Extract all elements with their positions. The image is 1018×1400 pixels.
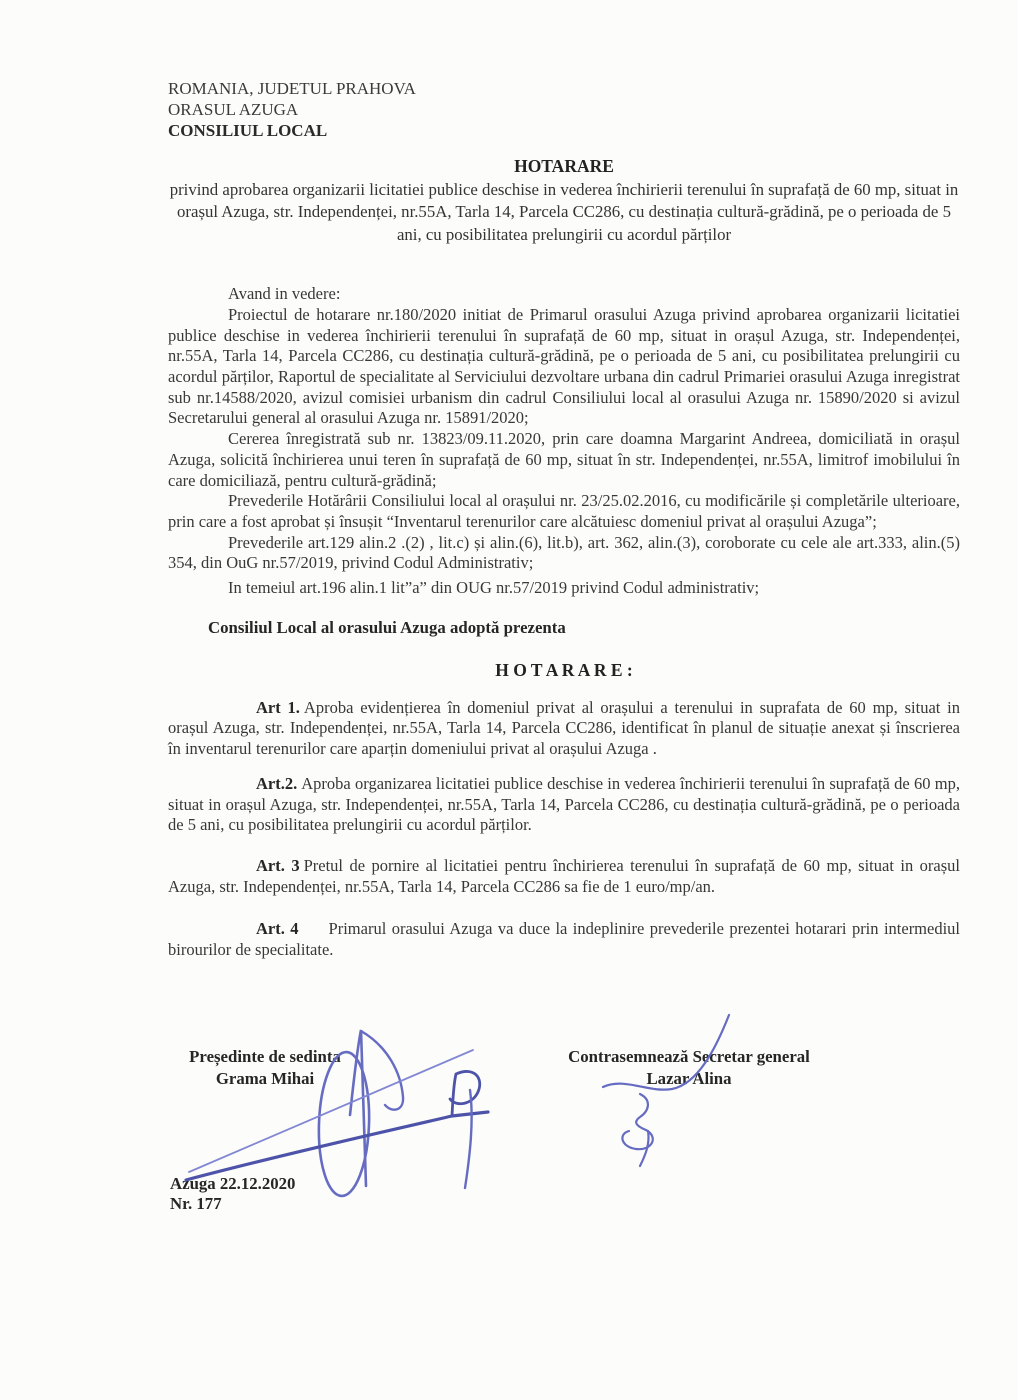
council-line: CONSILIUL LOCAL: [168, 121, 328, 140]
document-subtitle: privind aprobarea organizarii licitatiei publice deschise in vederea închirierii terenului în suprafață de 60 mp, situat in orașul Azuga, str. Independenței, nr.55A, Tarla 14, Parcela CC286, cu destinația cultură-grădină, pe o perioada de 5 ani, cu posibilitatea prelungirii cu acordul părților: [169, 180, 959, 244]
article-3-text: Pretul de pornire al licitatiei pentru închirierea terenului în suprafață de 60 mp, situat in orașul Azuga, str. Independenței, nr.55A, Tarla 14, Parcela CC286 sa fie de 1 euro/mp/an.: [168, 855, 961, 896]
article-4-label: Art. 4: [256, 919, 299, 939]
preamble: [168, 284, 960, 599]
president-name: Grama Mihai: [215, 1069, 315, 1088]
country-county-line: ROMANIA, JUDETUL PRAHOVA: [168, 79, 416, 98]
article-3-label: Art. 3: [256, 855, 300, 875]
ink-stroke: [361, 1031, 403, 1110]
ink-stroke: [622, 1094, 652, 1149]
preamble-paragraph: In temeiul art.196 alin.1 lit”a” din OUG nr.57/2019 privind Codul administrativ;: [228, 578, 760, 598]
preamble-paragraph: Prevederile Hotărârii Consiliului local al orașului nr. 23/25.02.2016, cu modificările și completările ulterioare, prin care a fost aprobat și însușit “Inventarul terenurilor care alcătuiesc domeniul privat al orașului Azuga”;: [168, 491, 960, 531]
ink-stroke: [465, 1090, 472, 1188]
enacting-heading: H O T A R A R E :: [495, 659, 633, 680]
title-block: [168, 154, 960, 246]
signature-ink-secretary: [603, 1015, 729, 1166]
preamble-paragraph: Proiectul de hotarare nr.180/2020 initiat de Primarul orasului Azuga privind aprobarea organizarii licitatiei publice deschise in vederea închirierii terenului în suprafață de 60 mp, situat in orașul Azuga, str. Independenței, nr.55A, Tarla 14, Parcela CC286, cu destinația cultură-grădină, pe o perioada de 5 ani, cu posibilitatea prelungirii cu acordul părților, Raportul de specialitate al Serviciului dezvoltare urbana din cadrul Primariei orasului Azuga inregistrat sub nr.14588/2020, avizul comisiei urbanism din cadrul Consiliului local al orasului Azuga nr. 15890/2020 si avizul Secretarului general al orasului Azuga nr. 15891/2020;: [168, 304, 960, 428]
article-1: [168, 698, 960, 760]
document-title: HOTARARE: [514, 156, 614, 176]
document-number: Nr. 177: [170, 1194, 222, 1213]
place-date: Azuga 22.12.2020: [170, 1174, 296, 1193]
article-1-label: Art 1.: [256, 697, 300, 717]
secretary-signature-block: [558, 1046, 820, 1090]
secretary-role: Contrasemnează Secretar general: [568, 1047, 810, 1066]
document-content: [168, 78, 960, 961]
article-2-text: Aproba organizarea licitatiei publice deschise in vederea închirierii terenului în suprafață de 60 mp, situat in orașul Azuga, str. Independenței, nr.55A, Tarla 14, Parcela CC286, cu destinația cultură-grădină, pe o perioada de 5 ani, cu posibilitatea prelungirii cu acordul părților.: [168, 773, 960, 835]
preamble-paragraph: Cererea înregistrată sub nr. 13823/09.11.2020, prin care doamna Margarint Andreea, domiciliată in orașul Azuga, solicită închirierea unui teren în suprafață de 60 mp, situat în str. Independenței, nr.55A, limitrof imobilului în care domiciliază, pentru cultură-grădină;: [168, 429, 960, 490]
secretary-name: Lazar Alina: [646, 1069, 732, 1088]
issuer-header: [168, 78, 960, 141]
article-1-text: Aproba evidențierea în domeniul privat al orașului a terenului in suprafata de 60 mp, situat in orașul Azuga, str. Independenței, nr.55A, Tarla 14, Parcela CC286, identificat în planul de situație anexat și înscrierea în inventarul terenurilor care aparțin domeniului privat al orașului Azuga .: [168, 697, 960, 759]
article-3: [168, 856, 960, 897]
city-line: ORASUL AZUGA: [168, 100, 299, 119]
president-role: Președinte de sedinta: [189, 1047, 341, 1066]
preamble-intro: Avand in vedere:: [228, 284, 341, 304]
article-2-label: Art.2.: [256, 773, 298, 793]
president-signature-block: [170, 1046, 360, 1090]
article-4-text: Primarul orasului Azuga va duce la indeplinire prevederile prezentei hotarari prin intermediul birourilor de specialitate.: [168, 919, 961, 960]
ink-stroke: [640, 1131, 649, 1166]
ink-stroke: [186, 1112, 488, 1180]
document-footer: [170, 1174, 295, 1214]
ink-stroke: [450, 1071, 480, 1116]
adoption-clause: Consiliul Local al orasului Azuga adoptă prezenta: [208, 617, 566, 637]
preamble-paragraph: Prevederile art.129 alin.2 .(2) , lit.c) și alin.(6), lit.b), art. 362, alin.(3), coroborate cu cele ale art.333, alin.(5) 354, din OuG nr.57/2019, privind Codul Administrativ;: [168, 532, 960, 573]
article-4: [168, 919, 960, 960]
article-2: [168, 774, 960, 836]
